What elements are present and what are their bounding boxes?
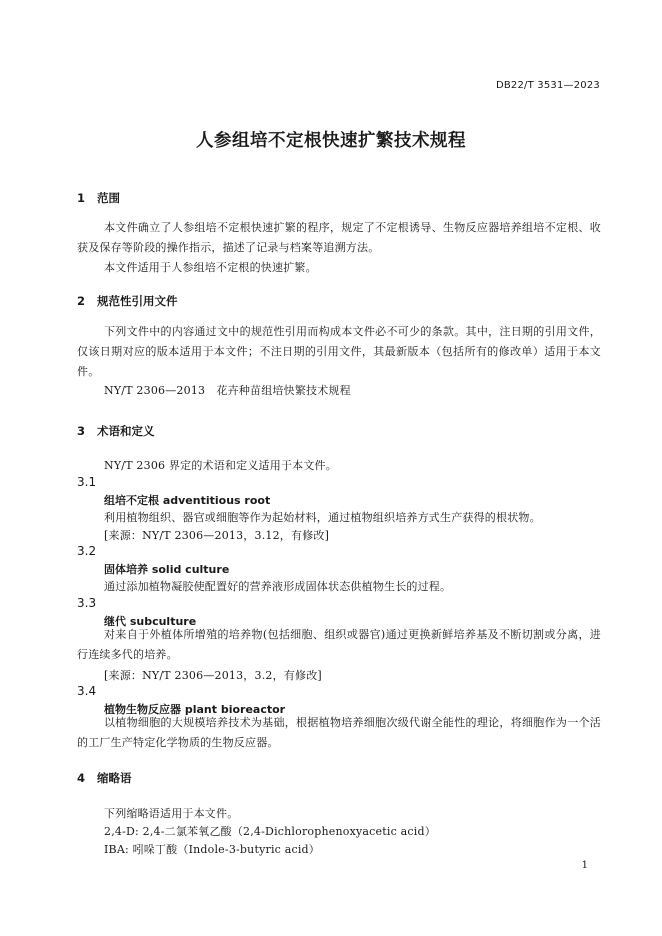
term-number: 3.2 <box>77 544 97 558</box>
abbreviation-item: 2,4-D: 2,4-二氯苯氧乙酸（2,4-Dichlorophenoxyacetic acid） <box>104 825 436 838</box>
term-number: 3.1 <box>77 475 97 489</box>
scope-paragraph-2: 本文件适用于人参组培不定根的快速扩繁。 <box>104 261 317 274</box>
reference-item: NY/T 2306—2013 花卉种苗组培快繁技术规程 <box>104 384 351 397</box>
section-title: 范围 <box>97 191 120 205</box>
section-title: 规范性引用文件 <box>97 294 178 308</box>
page-number: 1 <box>581 860 588 871</box>
term-number: 3.4 <box>77 684 97 698</box>
term-definition: 对来自于外植体所增殖的培养物(包括细胞、组织或器官)通过更换新鲜培养基及不断切割或分离，进行连续多代的培养。 <box>77 628 601 661</box>
section-number: 1 <box>77 191 86 205</box>
term-name: 组培不定根 adventitious root <box>104 494 271 507</box>
term-definition: 利用植物组织、器官或细胞等作为起始材料，通过植物组织培养方式生产获得的根状物。 <box>104 511 541 524</box>
section-number: 3 <box>77 424 86 438</box>
section-heading-abbreviations <box>77 770 132 786</box>
term-source: [来源：NY/T 2306—2013，3.2，有修改] <box>104 669 322 682</box>
abbreviations-intro: 下列缩略语适用于本文件。 <box>104 807 239 820</box>
term-name: 固体培养 solid culture <box>104 563 230 576</box>
term-source: [来源：NY/T 2306—2013，3.12，有修改] <box>104 529 330 542</box>
standard-number: DB22/T 3531—2023 <box>495 80 600 91</box>
term-definition: 以植物细胞的大规模培养技术为基础，根据植物培养细胞次级代谢全能性的理论，将细胞作为一个活的工厂生产特定化学物质的生物反应器。 <box>77 716 601 749</box>
term-name: 继代 subculture <box>104 615 197 628</box>
section-heading-scope <box>77 190 120 206</box>
terms-intro: NY/T 2306 界定的术语和定义适用于本文件。 <box>104 459 337 472</box>
term-definition: 通过添加植物凝胶使配置好的营养液形成固体状态供植物生长的过程。 <box>104 580 452 593</box>
section-heading-references <box>77 293 178 309</box>
abbreviation-item: IBA: 吲哚丁酸（Indole-3-butyric acid） <box>104 843 321 856</box>
section-number: 2 <box>77 294 86 308</box>
section-title: 缩略语 <box>97 771 132 785</box>
references-paragraph: 下列文件中的内容通过文中的规范性引用而构成本文件必不可少的条款。其中，注日期的引用文件，仅该日期对应的版本适用于本文件；不注日期的引用文件，其最新版本（包括所有的修改单）适用于本文件。 <box>77 325 601 378</box>
scope-paragraph-1: 本文件确立了人参组培不定根快速扩繁的程序，规定了不定根诱导、生物反应器培养组培不定根、收获及保存等阶段的操作指示，描述了记录与档案等追溯方法。 <box>77 221 601 254</box>
section-title: 术语和定义 <box>97 424 155 438</box>
term-name: 植物生物反应器 plant bioreactor <box>104 703 286 716</box>
section-number: 4 <box>77 771 86 785</box>
document-title: 人参组培不定根快速扩繁技术规程 <box>196 131 466 151</box>
term-number: 3.3 <box>77 596 97 610</box>
section-heading-terms <box>77 423 155 439</box>
